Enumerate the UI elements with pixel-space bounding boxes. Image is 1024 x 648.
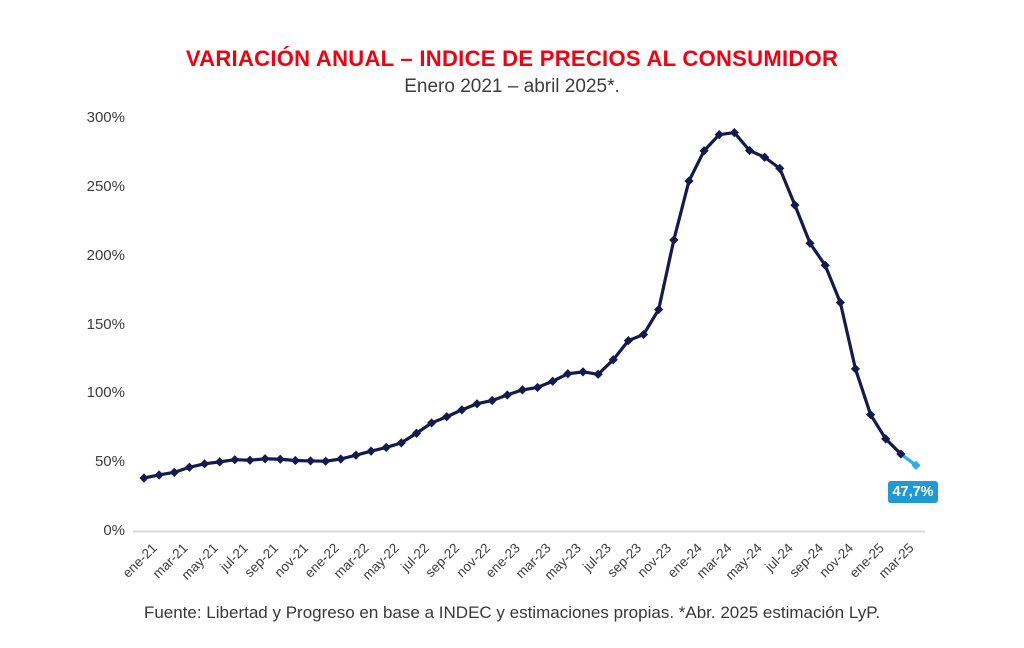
x-tick-label: mar-25 [875,540,917,582]
x-tick-label: nov-22 [453,540,493,581]
x-tick-label: mar-21 [149,540,191,582]
data-point [472,399,481,408]
data-point [276,455,285,464]
x-tick-label: jul-24 [761,540,796,575]
data-point [260,454,269,463]
data-point [321,457,330,466]
x-tick-label: nov-24 [816,540,857,581]
x-tick-label: ene-23 [482,540,524,581]
y-tick-label: 0% [103,522,125,539]
x-tick-label: sep-21 [241,540,282,581]
x-tick-label: may-24 [722,540,766,583]
data-point [533,383,542,392]
x-tick-label: may-22 [359,540,403,583]
x-tick-label: sep-24 [786,540,826,581]
chart-subtitle: Enero 2021 – abril 2025*. [404,76,620,97]
data-point [836,298,845,307]
data-point [306,456,315,465]
x-tick-label: jul-21 [216,540,251,575]
y-tick-label: 300% [86,109,125,126]
data-point [851,364,860,373]
data-point [518,385,527,394]
data-point [245,456,254,465]
y-tick-label: 200% [86,246,125,264]
data-point [503,390,512,399]
x-tick-label: mar-23 [512,540,554,582]
data-point [139,473,148,482]
x-tick-label: sep-23 [604,540,645,581]
data-point [488,396,497,405]
data-point [185,463,194,472]
data-point [366,447,375,456]
x-tick-label: sep-22 [422,540,463,581]
source-note: Fuente: Libertad y Progreso en base a INDEC y estimaciones propias. *Abr. 2025 estimación LyP. [143,603,881,622]
y-tick-label: 100% [86,384,125,402]
x-tick-label: mar-24 [694,540,736,582]
x-tick-label: ene-22 [301,540,342,581]
data-point [669,235,678,244]
x-tick-label: jul-22 [398,540,433,575]
data-point [170,468,179,477]
data-point [230,455,239,464]
y-tick-label: 150% [86,315,125,333]
series-line [144,133,901,478]
chart-title: VARIACIÓN ANUAL – INDICE DE PRECIOS AL CONSUMIDOR [185,46,839,71]
x-tick-label: nov-23 [634,540,675,581]
x-tick-label: may-23 [541,540,584,583]
x-tick-label: may-21 [178,540,221,583]
latest-value-callout: 47,7% [888,481,938,503]
x-tick-label: ene-21 [119,540,160,581]
x-tick-label: jul-23 [580,540,615,575]
data-point [578,367,587,376]
data-point [291,456,300,465]
x-tick-label: ene-24 [664,540,705,581]
data-point [351,451,360,460]
y-tick-label: 50% [94,453,125,471]
data-point [155,470,164,479]
data-point [215,457,224,466]
x-tick-label: nov-21 [271,540,312,581]
x-tick-label: mar-22 [330,540,372,582]
data-point [382,443,391,452]
data-point [790,201,799,210]
data-point [200,459,209,468]
x-tick-label: ene-25 [846,540,887,581]
data-point [336,454,345,463]
y-tick-label: 250% [86,177,125,195]
